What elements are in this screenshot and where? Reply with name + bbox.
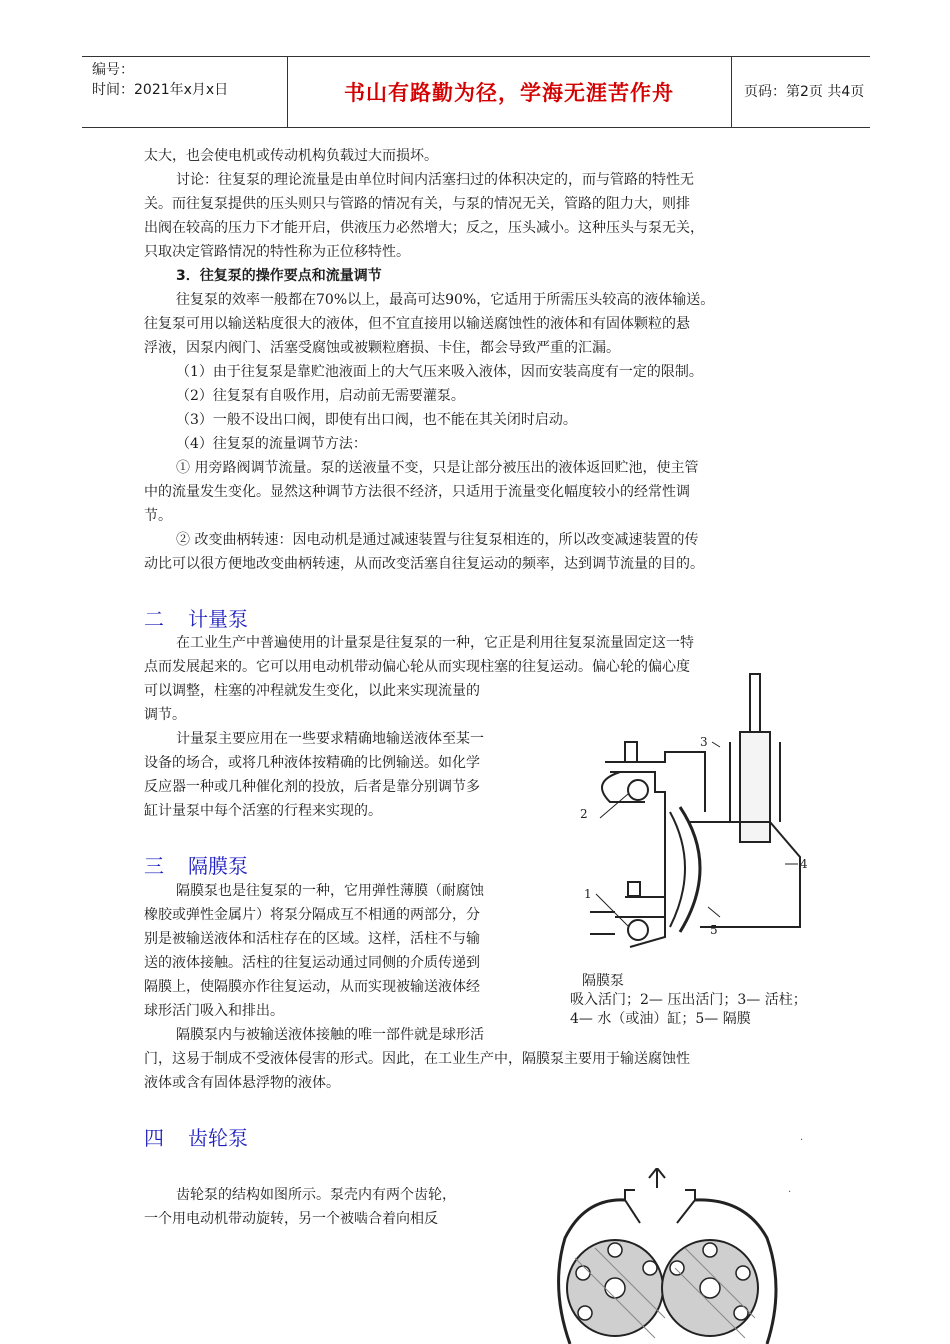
section-title: 隔膜泵 (188, 854, 248, 878)
text-line: 别是被输送液体和活柱存在的区域。这样，活柱不与输 (144, 931, 480, 947)
text-line: 隔膜上，使隔膜亦作往复运动，从而实现被输送液体经 (144, 979, 480, 995)
text-line: 缸计量泵中每个活塞的行程来实现的。 (144, 803, 382, 819)
text-line: 隔膜泵也是往复泵的一种，它用弹性薄膜（耐腐蚀 (176, 883, 484, 899)
diaphragm-pump-figure (570, 672, 820, 972)
stray-mark: · (800, 1135, 804, 1146)
page-header (82, 56, 870, 128)
text-line: 动比可以很方便地改变曲柄转速，从而改变活塞自往复运动的频率，达到调节流量的目的。 (144, 556, 704, 572)
text-line: 可以调整，柱塞的冲程就发生变化，以此来实现流量的 (144, 683, 480, 699)
text-line: 齿轮泵的结构如图所示。泵壳内有两个齿轮， (176, 1187, 456, 1203)
figure-label-2: 2 (580, 807, 588, 821)
list-item: （4）往复泵的流量调节方法： (176, 436, 367, 452)
list-item: （3）一般不设出口阀，即使有出口阀，也不能在其关闭时启动。 (176, 412, 577, 428)
text-line: 节。 (144, 508, 172, 524)
text-line: 关。而往复泵提供的压头则只与管路的情况有关，与泵的情况无关，管路的阻力大，则排 (144, 196, 690, 212)
text-line: 隔膜泵内与被输送液体接触的唯一部件就是球形活 (176, 1027, 484, 1043)
text-line: 在工业生产中普遍使用的计量泵是往复泵的一种，它正是利用往复泵流量固定这一特 (176, 635, 694, 651)
header-time-label: 时间：2021年x月x日 (92, 82, 229, 98)
text-line: 浮液，因泵内阀门、活塞受腐蚀或被颗粒磨损、卡住，都会导致严重的汇漏。 (144, 340, 620, 356)
header-meta-cell (82, 57, 288, 127)
section-heading-diaphragm-pump (144, 850, 248, 879)
header-number-label: 编号： (92, 62, 134, 78)
header-motto: 书山有路勤为径，学海无涯苦作舟 (344, 81, 674, 105)
text-line: 球形活门吸入和排出。 (144, 1003, 284, 1019)
header-page-info: 页码：第2页 共4页 (744, 84, 865, 100)
section-number: 三 (144, 854, 164, 878)
text-line: 出阀在较高的压力下才能开启，供液压力必然增大；反之，压头减小。这种压头与泵无关， (144, 220, 704, 236)
section-title: 齿轮泵 (188, 1126, 248, 1150)
text-line: 设备的场合，或将几种液体按精确的比例输送。如化学 (144, 755, 480, 771)
gear-pump-figure (545, 1168, 795, 1344)
list-item: （1）由于往复泵是靠贮池液面上的大气压来吸入液体，因而安装高度有一定的限制。 (176, 364, 703, 380)
section-heading-metering-pump (144, 603, 248, 632)
text-line: 往复泵的效率一般都在70%以上，最高可达90%，它适用于所需压头较高的液体输送。 (176, 292, 715, 308)
text-line: 橡胶或弹性金属片）将泵分隔成互不相通的两部分，分 (144, 907, 480, 923)
text-line: 中的流量发生变化。显然这种调节方法很不经济，只适用于流量变化幅度较小的经常性调 (144, 484, 690, 500)
stray-mark: · (788, 1187, 792, 1198)
text-line: ② 改变曲柄转速：因电动机是通过减速装置与往复泵相连的，所以改变减速装置的传 (176, 532, 699, 548)
figure-caption-line-2: 4— 水（或油）缸；5— 隔膜 (570, 1011, 751, 1027)
figure-caption-line-1: 吸入活门；2— 压出活门；3— 活柱； (570, 992, 807, 1008)
text-line: 太大，也会使电机或传动机构负载过大而损坏。 (144, 148, 438, 164)
text-line: 一个用电动机带动旋转，另一个被啮合着向相反 (144, 1211, 438, 1227)
figure-label-5: 5 (710, 923, 718, 937)
text-line: 反应器一种或几种催化剂的投放，后者是靠分别调节多 (144, 779, 480, 795)
figure-label-3: 3 (700, 735, 708, 749)
figure-label-4: 4 (800, 857, 808, 871)
text-line: ① 用旁路阀调节流量。泵的送液量不变，只是让部分被压出的液体返回贮池，使主管 (176, 460, 699, 476)
figure-caption-title: 隔膜泵 (582, 973, 624, 989)
text-line: 调节。 (144, 707, 186, 723)
section-heading-gear-pump (144, 1122, 248, 1151)
header-motto-cell (287, 57, 732, 127)
section-number: 四 (144, 1126, 164, 1150)
text-line: 点而发展起来的。它可以用电动机带动偏心轮从而实现柱塞的往复运动。偏心轮的偏心度 (144, 659, 690, 675)
section-number: 二 (144, 607, 164, 631)
text-line: 液体或含有固体悬浮物的液体。 (144, 1075, 340, 1091)
list-item: （2）往复泵有自吸作用，启动前无需要灌泵。 (176, 388, 465, 404)
text-line: 讨论：往复泵的理论流量是由单位时间内活塞扫过的体积决定的，而与管路的特性无 (176, 172, 694, 188)
text-line: 往复泵可用以输送粘度很大的液体，但不宜直接用以输送腐蚀性的液体和有固体颗粒的悬 (144, 316, 690, 332)
text-line: 计量泵主要应用在一些要求精确地输送液体至某一 (176, 731, 484, 747)
header-page-cell (732, 57, 870, 127)
figure-label-1: 1 (584, 887, 592, 901)
section-title: 计量泵 (188, 607, 248, 631)
text-line: 门，这易于制成不受液体侵害的形式。因此，在工业生产中，隔膜泵主要用于输送腐蚀性 (144, 1051, 690, 1067)
text-line: 送的液体接触。活柱的往复运动通过同侧的介质传递到 (144, 955, 480, 971)
subsection-heading: 3．往复泵的操作要点和流量调节 (176, 268, 382, 284)
text-line: 只取决定管路情况的特性称为正位移特性。 (144, 244, 410, 260)
